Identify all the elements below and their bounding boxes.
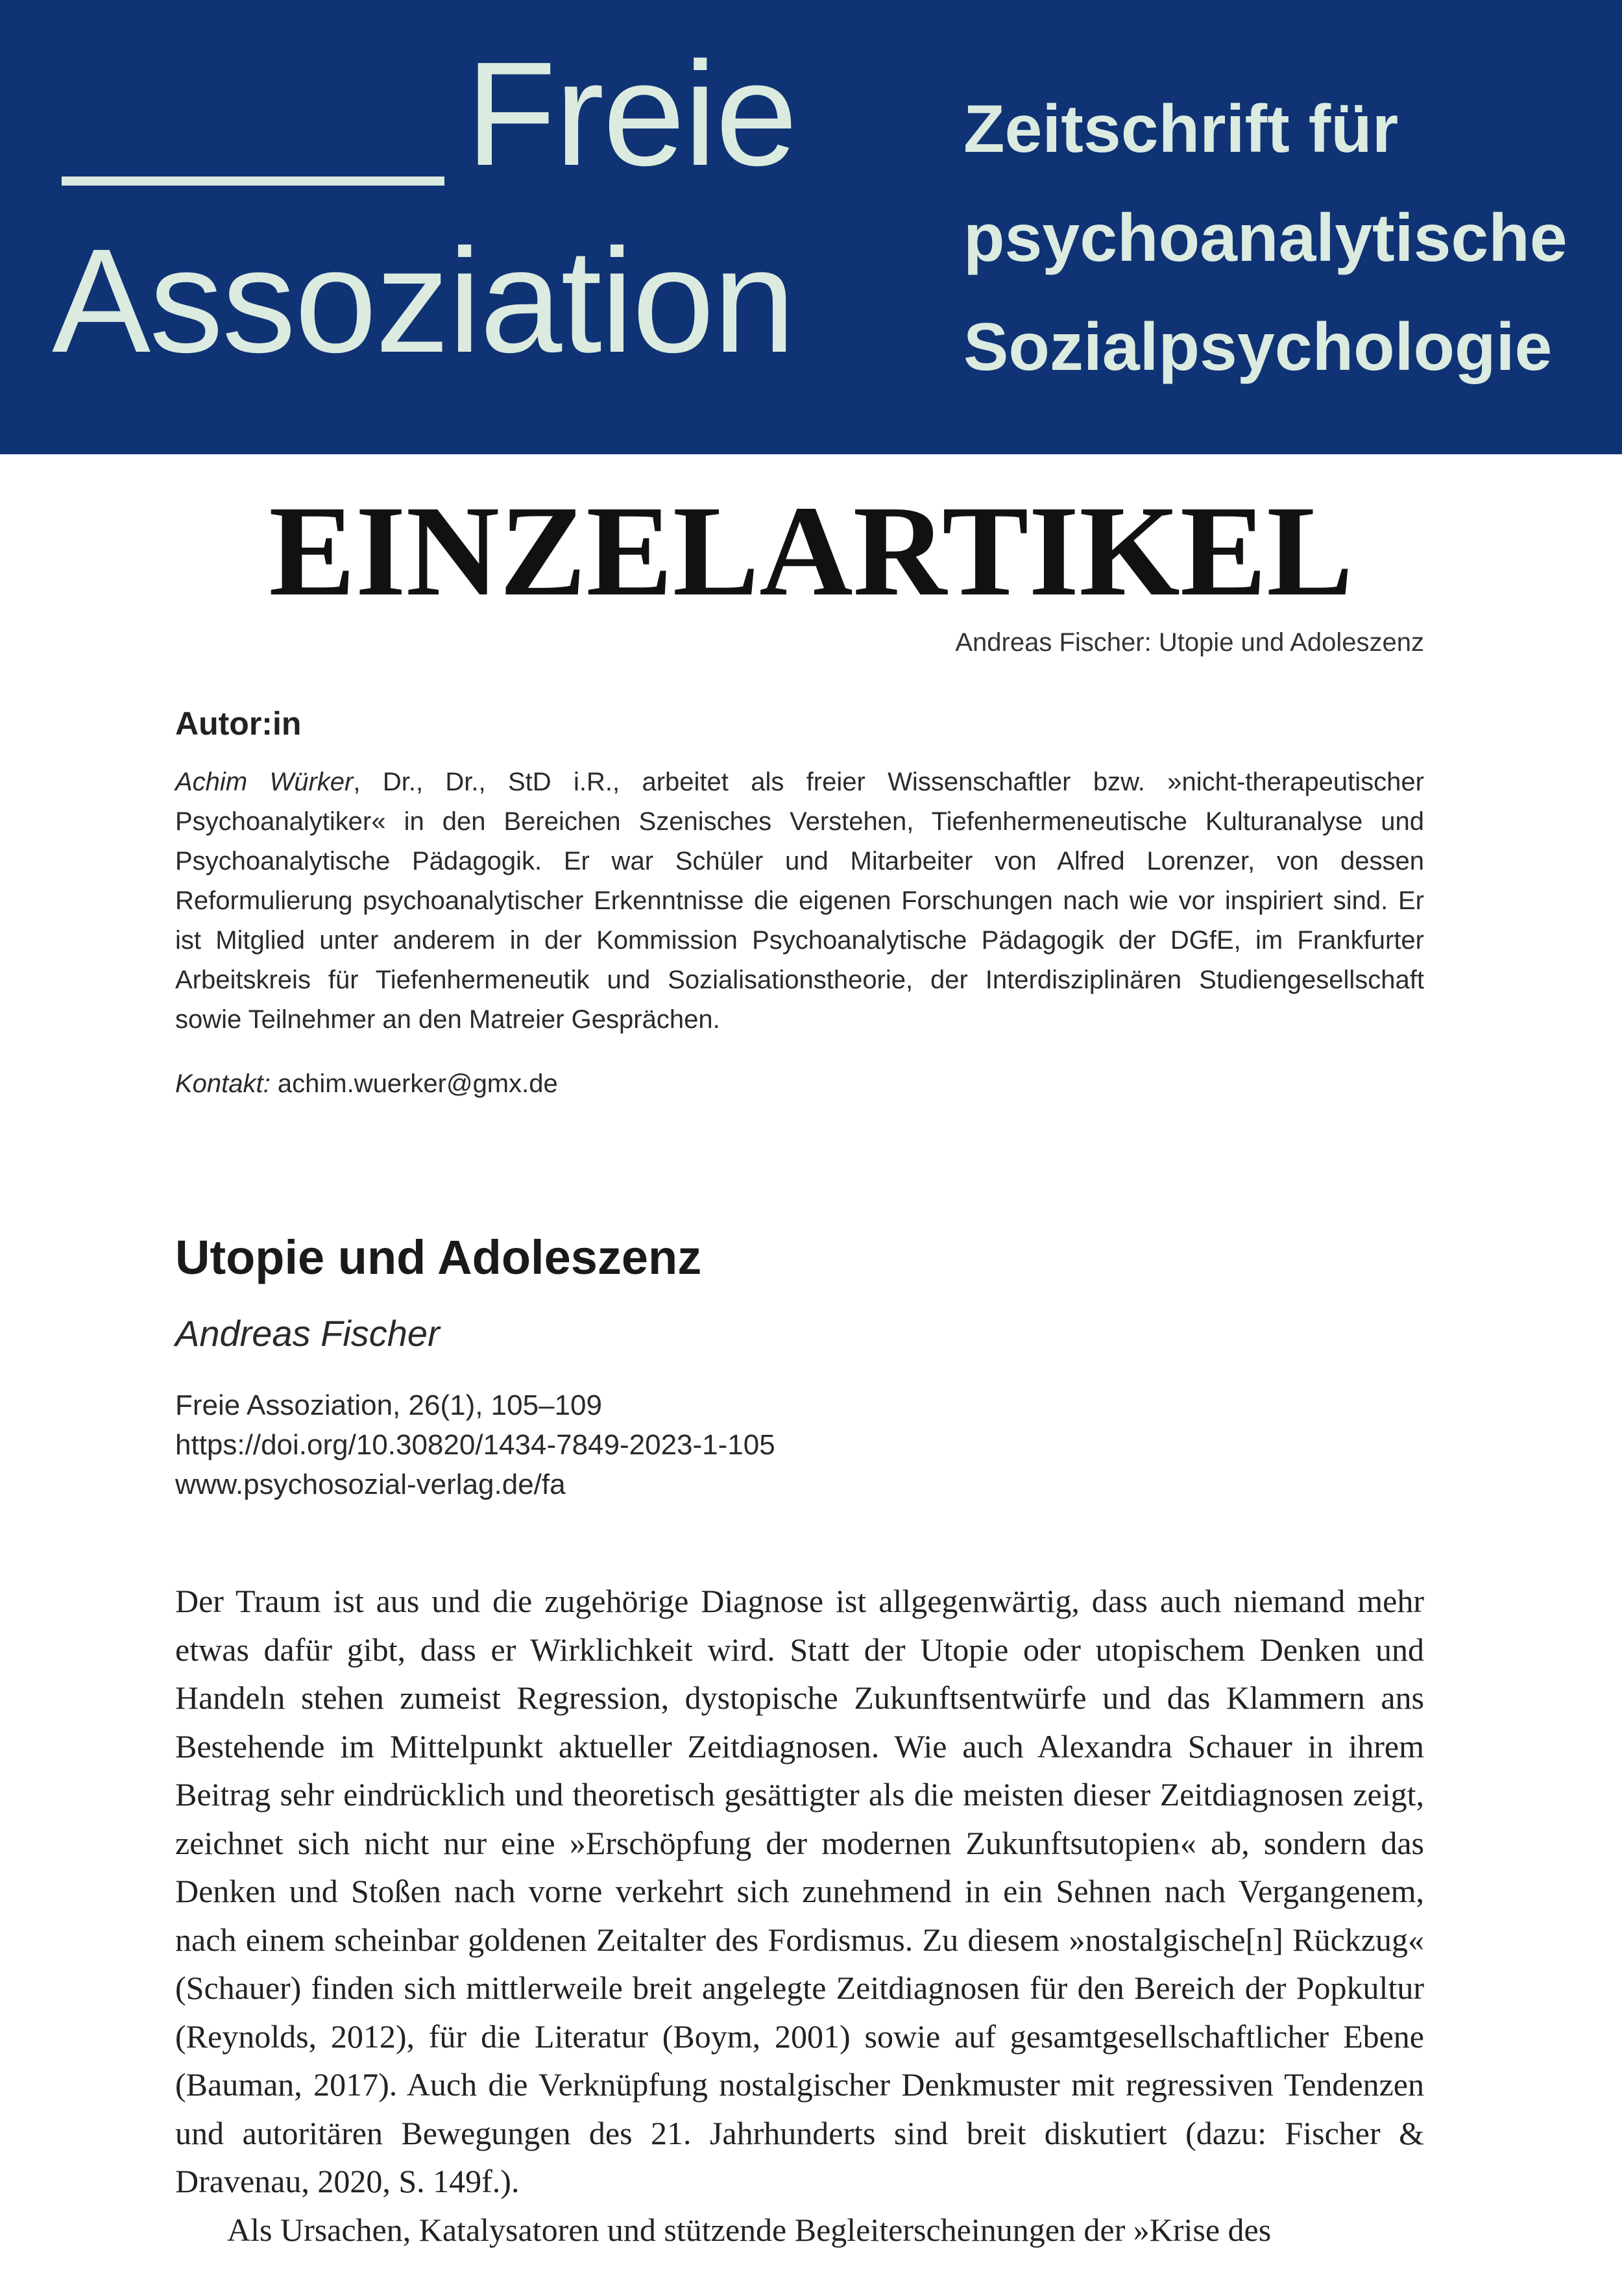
page-heading: EINZELARTIKEL	[269, 480, 1353, 623]
journal-subtitle-line: Sozialpsychologie	[963, 310, 1553, 385]
citation-journal: Freie Assoziation, 26(1), 105–109	[175, 1389, 602, 1421]
running-head: Andreas Fischer: Utopie und Adoleszenz	[955, 628, 1424, 657]
journal-subtitle	[963, 75, 1568, 402]
author-section-label: Autor:in	[175, 705, 302, 742]
article-body	[175, 1577, 1424, 2254]
journal-banner	[0, 0, 1622, 454]
body-paragraph: Der Traum ist aus und die zugehörige Diagnose ist allgegenwärtig, dass auch niemand mehr etwas dafür gibt, dass er Wirklichkeit wird. Statt der Utopie oder utopischem Denken und Handeln stehen zumeist Regression, dystopische Zukunftsentwürfe und das Klammern ans Bestehende im Mittelpunkt aktueller Zeitdiagnosen. Wie auch Alexandra Schauer in ihrem Beitrag sehr eindrücklich und theoretisch gesättigter als die meisten dieser Zeitdiagnosen zeigt, zeichnet sich nicht nur eine »Erschöpfung der modernen Zukunftsutopien« ab, sondern das Denken und Stoßen nach vorne verkehrt sich zunehmend in ein Sehnen nach Vergangenem, nach einem scheinbar goldenen Zeitalter des Fordismus. Zu diesem »nostalgische[n] Rückzug« (Schauer) finden sich mittlerweile breit angelegte Zeitdiagnosen für den Bereich der Popkultur (Reynolds, 2012), für die Literatur (Boym, 2001) sowie auf gesamtgesellschaftlicher Ebene (Bauman, 2017). Auch die Verknüpfung nostalgischer Denkmuster mit regressiven Tendenzen und autoritären Bewegungen des 21. Jahrhunderts sind breit diskutiert (dazu: Fischer & Dravenau, 2020, S. 149f.).	[175, 1583, 1424, 2199]
citation-doi-link[interactable]: https://doi.org/10.30820/1434-7849-2023-1-105	[175, 1429, 775, 1461]
journal-subtitle-line: Zeitschrift für	[963, 92, 1399, 167]
journal-name-freie: Freie	[466, 32, 797, 197]
author-contact	[175, 1064, 1424, 1103]
author-bio	[175, 763, 1424, 1040]
article-author: Andreas Fischer	[175, 1313, 440, 1354]
article-citation	[175, 1386, 1424, 1504]
article-title: Utopie und Adoleszenz	[175, 1230, 702, 1284]
citation-website-link[interactable]: www.psychosozial-verlag.de/fa	[175, 1469, 566, 1500]
contact-label: Kontakt:	[175, 1069, 271, 1098]
journal-subtitle-line: psychoanalytische	[963, 201, 1568, 276]
body-paragraph: Als Ursachen, Katalysatoren und stützende Begleiterscheinungen der »Krise des	[227, 2211, 1272, 2248]
author-name: Achim Würker	[175, 768, 354, 796]
journal-name-assoziation: Assoziation	[52, 219, 794, 384]
author-bio-text: , Dr., Dr., StD i.R., arbeitet als freier Wissenschaftler bzw. »nicht-therapeutischer Psychoanalytiker« in den Bereichen Szenisches Verstehen, Tiefenhermeneutische Kulturanalyse und Psychoanalytische Pädagogik. Er war Schüler und Mitarbeiter von Alfred Lorenzer, von dessen Reformulierung psychoanalytischer Erkenntnisse die eigenen Forschungen nach wie vor inspiriert sind. Er ist Mitglied unter anderem in der Kommission Psychoanalytische Pädagogik der DGfE, im Frankfurter Arbeitskreis für Tiefenhermeneutik und Sozialisationstheorie, der Interdisziplinären Studiengesellschaft sowie Teilnehmer an den Matreier Gesprächen.	[175, 768, 1424, 1034]
banner-rule	[62, 177, 444, 186]
contact-email[interactable]: achim.wuerker@gmx.de	[270, 1069, 558, 1098]
